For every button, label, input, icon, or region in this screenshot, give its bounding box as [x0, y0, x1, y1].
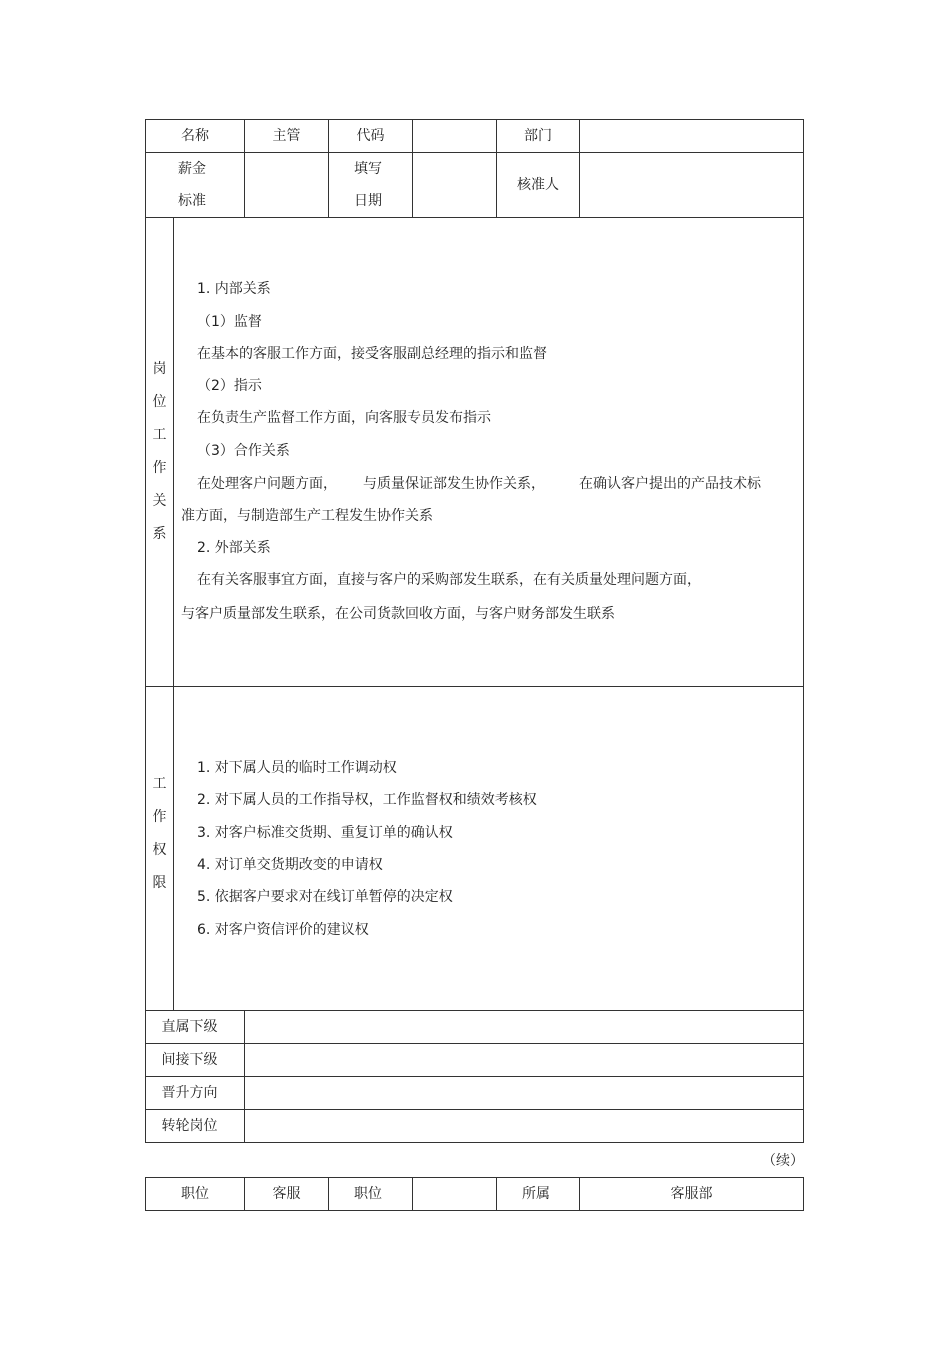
- authority-item: 4. 对订单交货期改变的申请权: [197, 857, 383, 873]
- dept-label: 部门: [524, 128, 552, 144]
- approver-value: [580, 153, 803, 217]
- relations-line: 2. 外部关系: [197, 540, 271, 556]
- promotion-value: [245, 1077, 803, 1109]
- authority-label-char: 权: [152, 842, 167, 858]
- relations-line: （2）指示: [197, 378, 262, 394]
- continued-label: （续）: [762, 1153, 804, 1169]
- authority-label-char: 工: [152, 776, 167, 792]
- belong-value: 客服部: [670, 1186, 713, 1202]
- code-label: 代码: [356, 128, 385, 144]
- relations-label-char: 关: [152, 493, 167, 509]
- date-value: [413, 153, 496, 217]
- authority-item: 6. 对客户资信评价的建议权: [197, 922, 369, 938]
- relations-label-char: 工: [152, 427, 167, 443]
- rotation-value: [245, 1110, 803, 1142]
- relations-line: 与质量保证部发生协作关系，: [363, 476, 545, 492]
- date-label-line2: 日期: [354, 193, 382, 209]
- authority-item: 1. 对下属人员的临时工作调动权: [197, 760, 397, 776]
- indirect-subordinate-value: [245, 1044, 803, 1076]
- date-label: [329, 153, 407, 217]
- relations-line: 在负责生产监督工作方面，向客服专员发布指示: [197, 410, 491, 426]
- relations-line: 在有关客服事宜方面，直接与客户的采购部发生联系，在有关质量处理问题方面，: [197, 572, 701, 588]
- indirect-subordinate-label: 间接下级: [161, 1052, 218, 1068]
- belong-label: 所属: [522, 1186, 550, 1202]
- rotation-label: 转轮岗位: [161, 1118, 218, 1134]
- relations-line: 在确认客户提出的产品技术标: [579, 476, 761, 492]
- relations-line: 在基本的客服工作方面，接受客服副总经理的指示和监督: [197, 346, 547, 362]
- promotion-label: 晋升方向: [161, 1085, 218, 1101]
- position2-label: 职位: [354, 1186, 382, 1202]
- relations-line: （3）合作关系: [197, 443, 290, 459]
- position-value: 客服: [272, 1186, 301, 1202]
- dept-value: [580, 120, 803, 152]
- authority-label-char: 作: [152, 809, 167, 825]
- position2-value: [413, 1178, 496, 1210]
- authority-label: [146, 768, 173, 900]
- relations-label-char: 位: [152, 394, 167, 410]
- relations-line: 1. 内部关系: [197, 281, 271, 297]
- salary-label: [146, 153, 238, 217]
- relations-line: （1）监督: [197, 314, 262, 330]
- name-label: 名称: [181, 128, 209, 144]
- authority-item: 2. 对下属人员的工作指导权，工作监督权和绩效考核权: [197, 792, 537, 808]
- date-label-line1: 填写: [354, 161, 382, 177]
- approver-label: 核准人: [517, 177, 559, 193]
- relations-label-char: 系: [152, 526, 167, 542]
- name-value: 主管: [272, 128, 301, 144]
- authority-item: 3. 对客户标准交货期、重复订单的确认权: [197, 825, 453, 841]
- code-value: [413, 120, 496, 152]
- salary-label-line2: 标准: [178, 193, 206, 209]
- relations-line: 与客户质量部发生联系，在公司货款回收方面，与客户财务部发生联系: [181, 606, 615, 622]
- direct-subordinate-value: [245, 1011, 803, 1043]
- relations-label-char: 作: [152, 460, 167, 476]
- salary-value: [245, 153, 328, 217]
- authority-item: 5. 依据客户要求对在线订单暂停的决定权: [197, 889, 453, 905]
- relations-label: [146, 353, 173, 551]
- relations-line: 准方面，与制造部生产工程发生协作关系: [181, 508, 433, 524]
- authority-label-char: 限: [152, 875, 167, 891]
- relations-label-char: 岗: [152, 361, 167, 377]
- direct-subordinate-label: 直属下级: [161, 1019, 218, 1035]
- position-label: 职位: [181, 1186, 209, 1202]
- salary-label-line1: 薪金: [178, 161, 206, 177]
- relations-line: 在处理客户问题方面，: [197, 476, 337, 492]
